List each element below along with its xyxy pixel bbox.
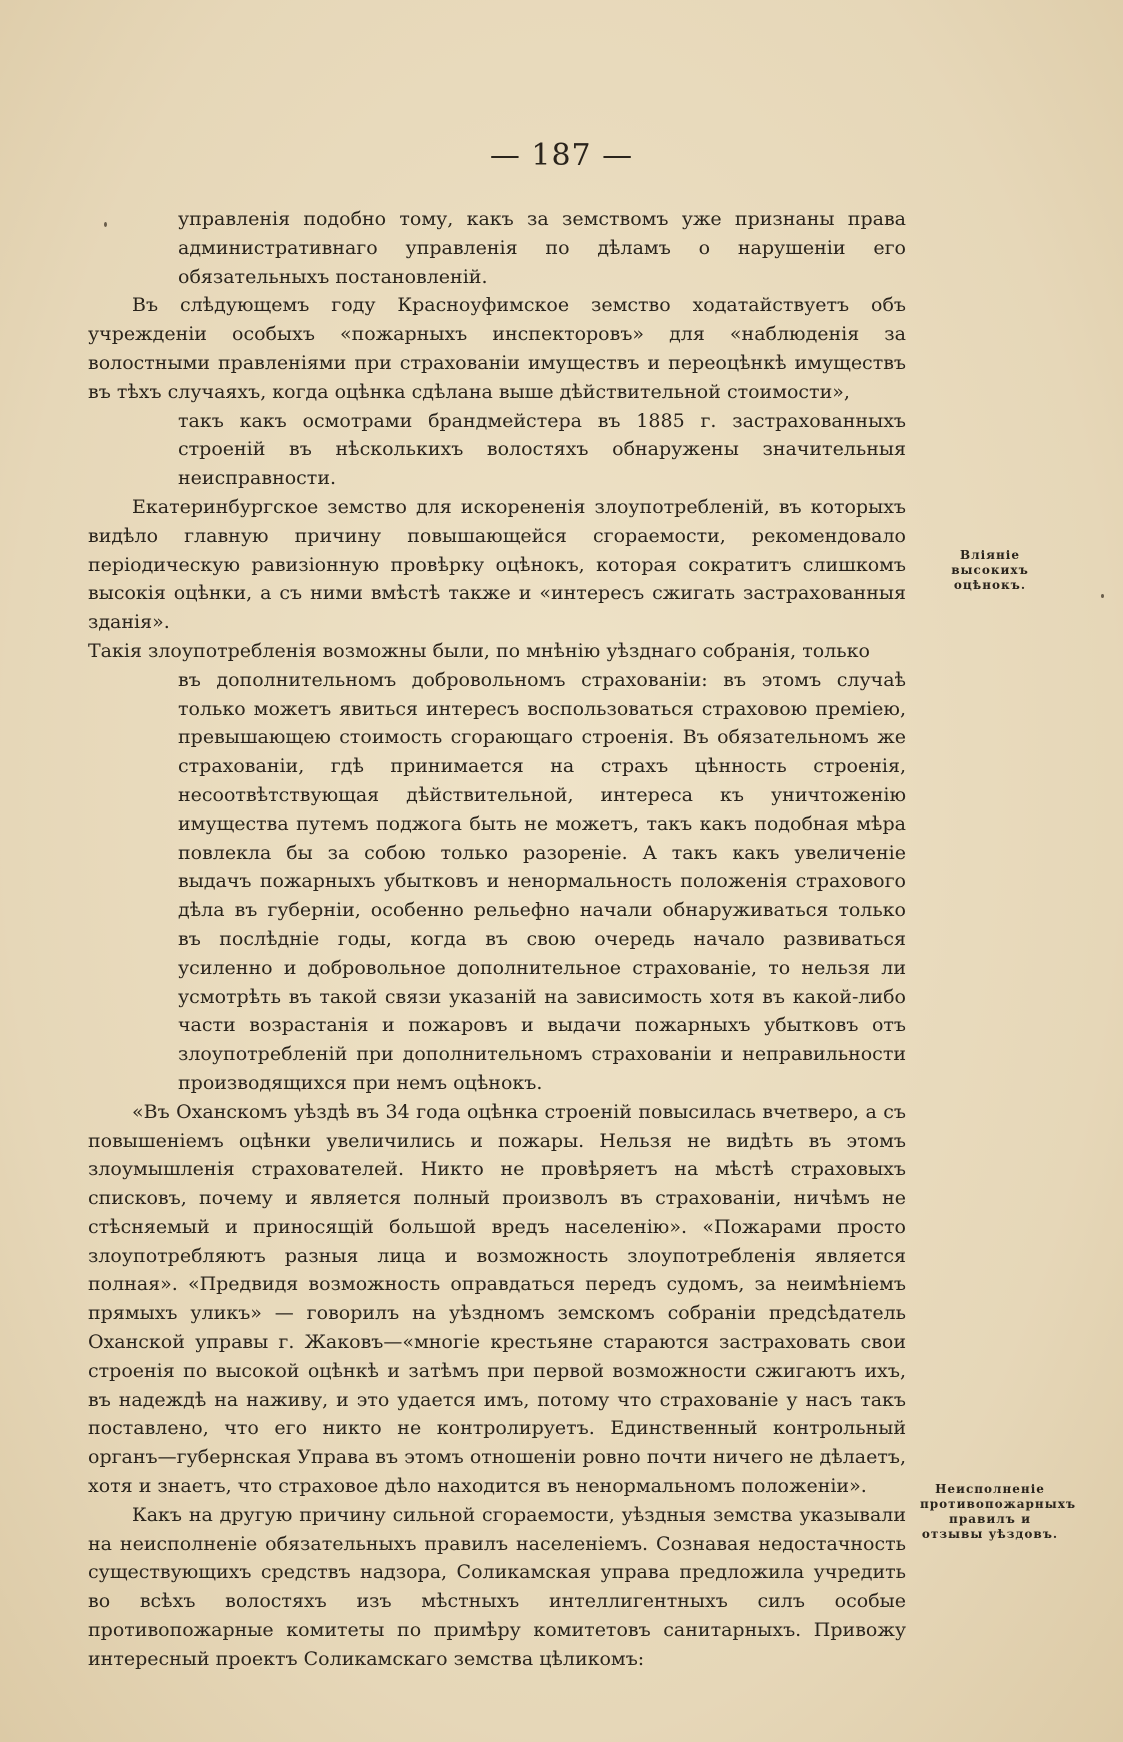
margin-note-high-valuations: Вліяніе высокихъ оцѣнокъ. <box>951 548 1029 592</box>
paragraph-6: въ дополнительномъ добровольномъ страхованіи: въ этомъ случаѣ только можетъ явиться интересъ воспользоваться страховою преміею, превышающею стоимость сгорающаго строенія. Въ обязательномъ же страхованіи, гдѣ принимается на страхъ цѣнность строенія, несоотвѣтствующая дѣйствительной, интереса къ уничтоженію имущества путемъ поджога быть не можетъ, такъ какъ подобная мѣра повлекла бы за собою только разореніе. А такъ какъ увеличеніе выдачъ пожарныхъ убытковъ и ненормальность положенія страхового дѣла въ губерніи, особенно рельефно начали обнаруживаться только въ послѣдніе годы, когда въ свою очередь начало развиваться усиленно и добровольное дополнительное страхованіе, то нельзя ли усмотрѣть въ такой связи указаній на зависимость хотя въ какой-либо части возрастанія и пожаровъ и выдачи пожарныхъ убытковъ отъ злоупотребленій при дополнительномъ страхованіи и неправильности производящихся при немъ оцѣнокъ. <box>178 668 906 1094</box>
page-number: — 187 — <box>489 138 634 173</box>
paragraph-4: Екатеринбургское земство для искорененія злоупотребленій, въ которыхъ видѣло главную причину повышающейся сгораемости, рекомендовало періодическую равизіонную провѣрку оцѣнокъ, которая сократитъ слишкомъ высокія оцѣнки, а съ ними вмѣстѣ также и «интересъ сжигать застрахованныя зданія». <box>88 495 906 634</box>
body-text <box>88 205 906 1674</box>
paragraph-8: Какъ на другую причину сильной сгораемости, уѣздныя земства указывали на неисполненіе обязательныхъ правилъ населеніемъ. Сознавая недостачность существующихъ средствъ надзора, Соликамская управа предложила учредить во всѣхъ волостяхъ изъ мѣстныхъ интеллигентныхъ силъ особые противопожарные комитеты по примѣру комитетовъ санитарныхъ. Привожу интересный проектъ Соликамскаго земства цѣликомъ: <box>88 1503 906 1670</box>
paragraph-5: Такія злоупотребленія возможны были, по мнѣнію уѣзднаго собранія, только <box>88 639 870 662</box>
paper-speck <box>1101 594 1104 598</box>
paragraph-2: Въ слѣдующемъ году Красноуфимское земство ходатайствуетъ объ учрежденіи особыхъ «пожарныхъ инспекторовъ» для «наблюденія за волостными правленіями при страхованіи имуществъ и переоцѣнкѣ имуществъ въ тѣхъ случаяхъ, когда оцѣнка сдѣлана выше дѣйствительной стоимости», <box>88 294 906 403</box>
paragraph-3: такъ какъ осмотрами брандмейстера въ 1885 г. застрахованныхъ строеній въ нѣсколькихъ волостяхъ обнаружены значительныя неисправности. <box>178 409 906 490</box>
paragraph-7: «Въ Оханскомъ уѣздѣ въ 34 года оцѣнка строеній повысилась вчетверо, а съ повышеніемъ оцѣнки увеличились и пожары. Нельзя не видѣть въ этомъ злоумышленія страхователей. Никто не провѣряетъ на мѣстѣ страховыхъ списковъ, почему и является полный произволъ въ страхованіи, ничѣмъ не стѣсняемый и приносящій большой вредъ населенію». «Пожарами просто злоупотребляютъ разныя лица и возможность злоупотребленія является полная». «Предвидя возможность оправдаться передъ судомъ, за неимѣніемъ прямыхъ уликъ» — говорилъ на уѣздномъ земскомъ собраніи предсѣдатель Оханской управы г. Жаковъ—«многіе крестьяне стараются застраховать свои строенія по высокой оцѣнкѣ и затѣмъ при первой возможности сжигаютъ ихъ, въ надеждѣ на наживу, и это удается имъ, потому что страхованіе у насъ такъ поставлено, что его никто не контролируетъ. Единственный контрольный органъ—губернская Управа въ этомъ отношеніи ровно почти ничего не дѣлаетъ, хотя и знаетъ, что страховое дѣло находится въ ненормальномъ положеніи». <box>88 1100 906 1498</box>
paper-speck <box>104 222 107 227</box>
paragraph-1: управленія подобно тому, какъ за земствомъ уже признаны права административнаго управленія по дѣламъ о нарушеніи его обязательныхъ постановленій. <box>178 208 906 288</box>
margin-note-fire-rules: Неисполненіе противопожарныхъ правилъ и отзывы уѣздовъ. <box>920 1482 1077 1541</box>
